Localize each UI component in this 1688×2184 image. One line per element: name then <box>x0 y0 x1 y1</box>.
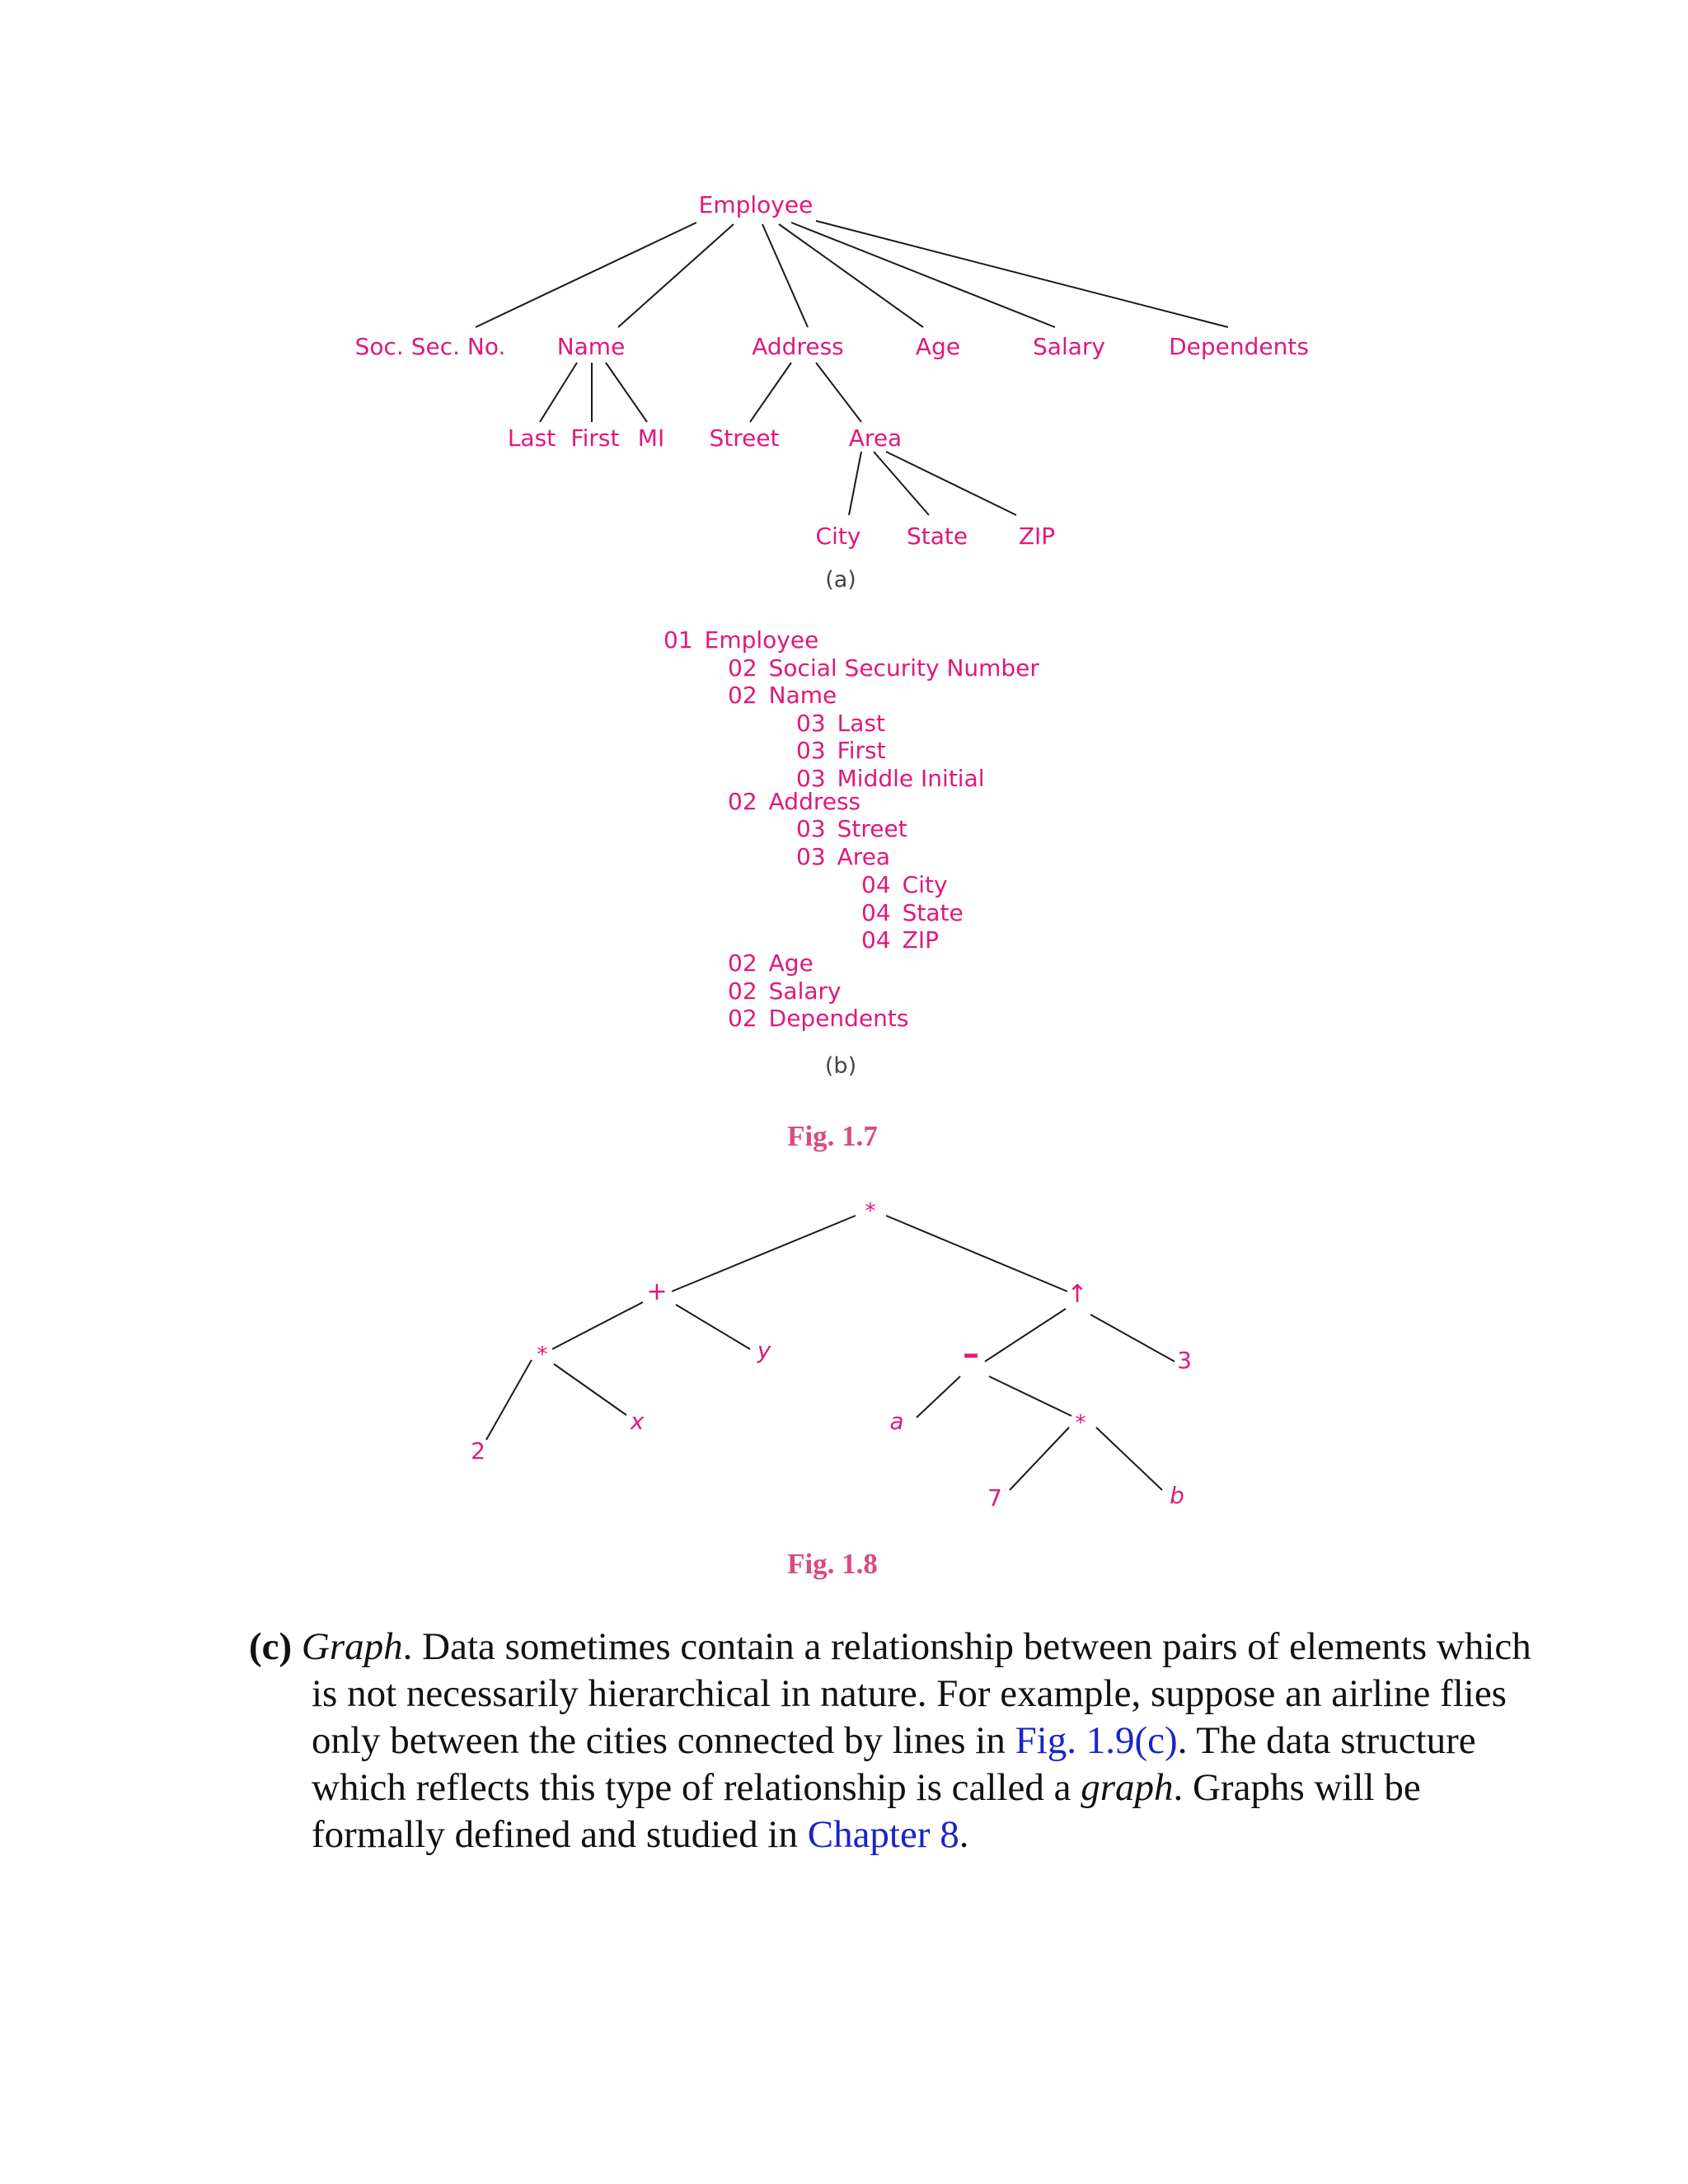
tree-edge <box>1010 1427 1069 1490</box>
tree-edge <box>1090 1315 1175 1361</box>
paragraph-text: . Graphs will be formally defined and studied in <box>312 1766 1421 1856</box>
graph-paragraph <box>249 1624 1548 1858</box>
tree-node-zip: ZIP <box>1018 523 1056 550</box>
paragraph-text: . The data structure which reflects this type of relationship is called a <box>312 1719 1476 1809</box>
expr-node-plus: + <box>646 1277 668 1306</box>
tree-node-area: Area <box>848 424 903 452</box>
link-fig-1-9c[interactable]: Fig. 1.9(c) <box>1015 1719 1178 1762</box>
item-label: (c) <box>249 1625 293 1668</box>
fig-1-7a-tree <box>355 191 1309 593</box>
tree-edge <box>917 1376 960 1418</box>
tree-edge <box>554 1364 626 1415</box>
expr-node-root-multiply: * <box>865 1199 876 1224</box>
tree-node-address: Address <box>752 333 844 360</box>
term-graph-inline: graph <box>1081 1766 1174 1809</box>
fig-1-8-caption: Fig. 1.8 <box>787 1548 878 1580</box>
tree-edge <box>989 1376 1071 1416</box>
expr-node-multiply-left: * <box>537 1343 548 1367</box>
outline-line: 03 First <box>796 737 886 764</box>
tree-edge <box>618 224 734 327</box>
tree-edge <box>985 1309 1066 1361</box>
outline-line: 02 Age <box>728 949 814 977</box>
term-graph: Graph <box>301 1625 403 1668</box>
outline-line: 02 Social Security Number <box>728 654 1039 682</box>
tree-edge <box>676 1305 750 1349</box>
outline-line: 04 ZIP <box>861 926 939 954</box>
expr-node-minus: – <box>963 1335 979 1373</box>
tree-edge <box>886 1216 1067 1291</box>
expr-node-power: ↑ <box>1067 1280 1088 1309</box>
tree-edge <box>816 221 1228 327</box>
tree-edge <box>816 363 861 422</box>
paragraph-text: . Data sometimes contain a relationship between pairs of elements which is not necessarily hierarchical in nature. For example, suppose an airline flies only between the cities connected by lines in <box>312 1625 1531 1762</box>
tree-node-first: First <box>570 424 620 452</box>
expr-node-a: a <box>889 1408 904 1435</box>
fig-1-8-tree <box>471 1199 1192 1511</box>
tree-node-city: City <box>815 523 861 550</box>
outline-line: 04 State <box>861 899 964 926</box>
tree-edge <box>540 363 577 422</box>
outline-line: 03 Street <box>796 815 907 842</box>
tree-edge <box>476 223 696 327</box>
tree-node-last: Last <box>507 424 556 452</box>
expr-node-x: x <box>630 1408 645 1435</box>
tree-edge <box>886 452 1016 515</box>
tree-edge <box>750 363 791 422</box>
outline-line: 03 Last <box>796 710 885 737</box>
expr-node-seven: 7 <box>987 1484 1002 1511</box>
outline-line: 02 Name <box>728 682 837 709</box>
expr-node-b: b <box>1170 1482 1184 1509</box>
tree-node-street: Street <box>709 424 780 452</box>
outline-line: 03 Area <box>796 843 891 870</box>
tree-edge <box>552 1302 643 1349</box>
tree-edge <box>486 1360 532 1440</box>
paragraph-text: . <box>959 1813 969 1856</box>
tree-node-mi: MI <box>637 424 665 452</box>
expr-node-two: 2 <box>471 1437 485 1465</box>
link-chapter-8[interactable]: Chapter 8 <box>807 1813 959 1856</box>
tree-node-salary: Salary <box>1033 333 1105 360</box>
fig-1-7-caption: Fig. 1.7 <box>787 1120 878 1152</box>
tree-edge <box>606 363 647 422</box>
outline-line: 02 Dependents <box>728 1005 909 1032</box>
outline-line: 02 Address <box>728 788 861 815</box>
expr-node-y: y <box>757 1337 771 1364</box>
expr-node-multiply-right: * <box>1075 1411 1086 1436</box>
outline-line: 04 City <box>861 871 948 898</box>
tree-node-name: Name <box>556 333 626 360</box>
subfigure-label-a: (a) <box>825 567 856 593</box>
tree-edge <box>791 223 1055 327</box>
tree-edge <box>1096 1427 1162 1490</box>
outline-line: 02 Salary <box>728 977 842 1005</box>
tree-node-ssn: Soc. Sec. No. <box>354 333 506 360</box>
fig-1-7b-outline <box>663 626 1039 1079</box>
tree-node-dependents: Dependents <box>1169 333 1309 360</box>
outline-line: 01 Employee <box>663 626 819 654</box>
tree-node-age: Age <box>915 333 961 360</box>
expr-node-three: 3 <box>1177 1347 1192 1374</box>
tree-node-employee: Employee <box>698 191 814 218</box>
tree-edge <box>874 452 929 515</box>
tree-edge <box>672 1216 856 1291</box>
outline-line: 03 Middle Initial <box>796 765 985 792</box>
tree-node-state: State <box>906 523 968 550</box>
tree-edge <box>849 452 861 515</box>
subfigure-label-b: (b) <box>824 1053 857 1079</box>
